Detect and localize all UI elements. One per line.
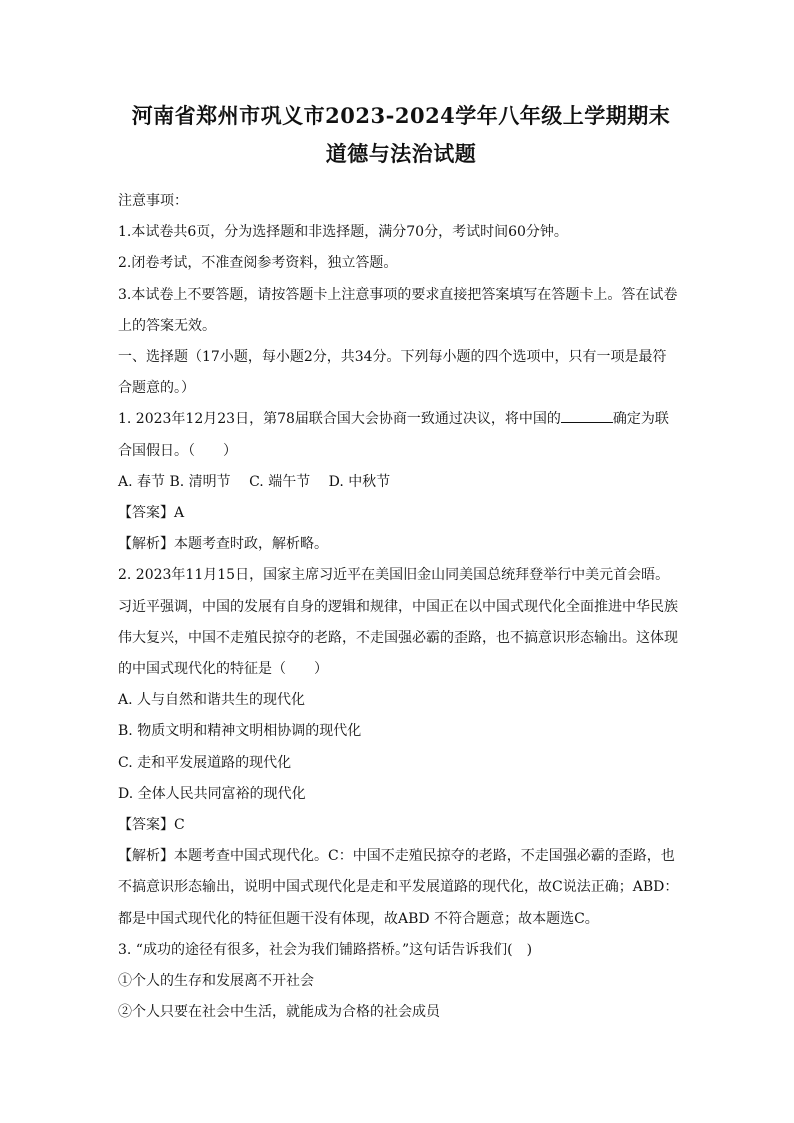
question-2-analysis-line-1: 【解析】本题考查中国式现代化。C：中国不走殖民掠夺的老路，不走国强必霸的歪路，也 — [118, 848, 675, 865]
question-2-stem-line-3: 伟大复兴，中国不走殖民掠夺的老路，不走国强必霸的歪路，也不搞意识形态输出。这体现 — [118, 629, 678, 646]
exam-body — [118, 186, 684, 1028]
question-2-analysis-line-2: 不搞意识形态输出，说明中国式现代化是走和平发展道路的现代化，故C说法正确；ABD： — [118, 879, 679, 896]
section-1-instructions-line-1: 一、选择题（17小题，每小题2分，共34分。下列每小题的四个选项中，只有一项是最符 — [118, 349, 667, 366]
question-2-option-c: C. 走和平发展道路的现代化 — [118, 754, 292, 771]
question-1-options: A. 春节 B. 清明节 C. 端午节 D. 中秋节 — [118, 473, 391, 490]
question-2-stem-line-4: 的中国式现代化的特征是（ ） — [118, 661, 328, 678]
question-1-stem-part-1: 1. 2023年12月23日，第78届联合国大会协商一致通过决议，将中国的 — [118, 411, 561, 428]
question-2-analysis-line-3: 都是中国式现代化的特征但题干没有体现，故ABD 不符合题意；故本题选C。 — [118, 910, 599, 927]
question-3-statement-2: ②个人只要在社会中生活，就能成为合格的社会成员 — [118, 1004, 440, 1021]
question-2-stem-line-1: 2. 2023年11月15日，国家主席习近平在美国旧金山同美国总统拜登举行中美元首会晤。 — [118, 567, 670, 584]
question-1-stem-line-1 — [118, 404, 684, 435]
note-3-line-1: 3.本试卷上不要答题，请按答题卡上注意事项的要求直接把答案填写在答题卡上。答在试卷 — [118, 286, 678, 303]
question-2-stem-line-2: 习近平强调，中国的发展有自身的逻辑和规律，中国正在以中国式现代化全面推进中华民族 — [118, 598, 678, 615]
question-3-statement-1: ①个人的生存和发展离不开社会 — [118, 973, 314, 990]
question-3-stem: 3. “成功的途径有很多，社会为我们铺路搭桥。”这句话告诉我们( ) — [118, 941, 533, 958]
question-2-option-d: D. 全体人民共同富裕的现代化 — [118, 785, 306, 802]
note-1: 1.本试卷共6页，分为选择题和非选择题，满分70分，考试时间60分钟。 — [118, 224, 568, 241]
exam-title-line-2: 道德与法治试题 — [325, 141, 477, 166]
exam-page — [118, 98, 684, 1028]
note-3-line-2: 上的答案无效。 — [118, 317, 216, 334]
question-1-answer: 【答案】A — [118, 505, 185, 522]
question-1-stem-part-2: 确定为联 — [612, 411, 669, 428]
section-1-instructions-line-2: 合题意的。） — [118, 380, 195, 397]
answer-blank — [561, 408, 613, 423]
notes-heading: 注意事项： — [118, 193, 188, 209]
exam-title-line-1: 河南省郑州市巩义市2023-2024学年八年级上学期期末 — [131, 103, 671, 128]
question-2-answer: 【答案】C — [118, 817, 185, 834]
question-2-option-b: B. 物质文明和精神文明相协调的现代化 — [118, 723, 362, 740]
question-1-analysis: 【解析】本题考查时政，解析略。 — [118, 536, 328, 553]
question-2-option-a: A. 人与自然和谐共生的现代化 — [118, 692, 306, 709]
note-2: 2.闭卷考试，不准查阅参考资料，独立答题。 — [118, 255, 398, 272]
question-1-stem-line-2: 合国假日。（ ） — [118, 442, 237, 459]
